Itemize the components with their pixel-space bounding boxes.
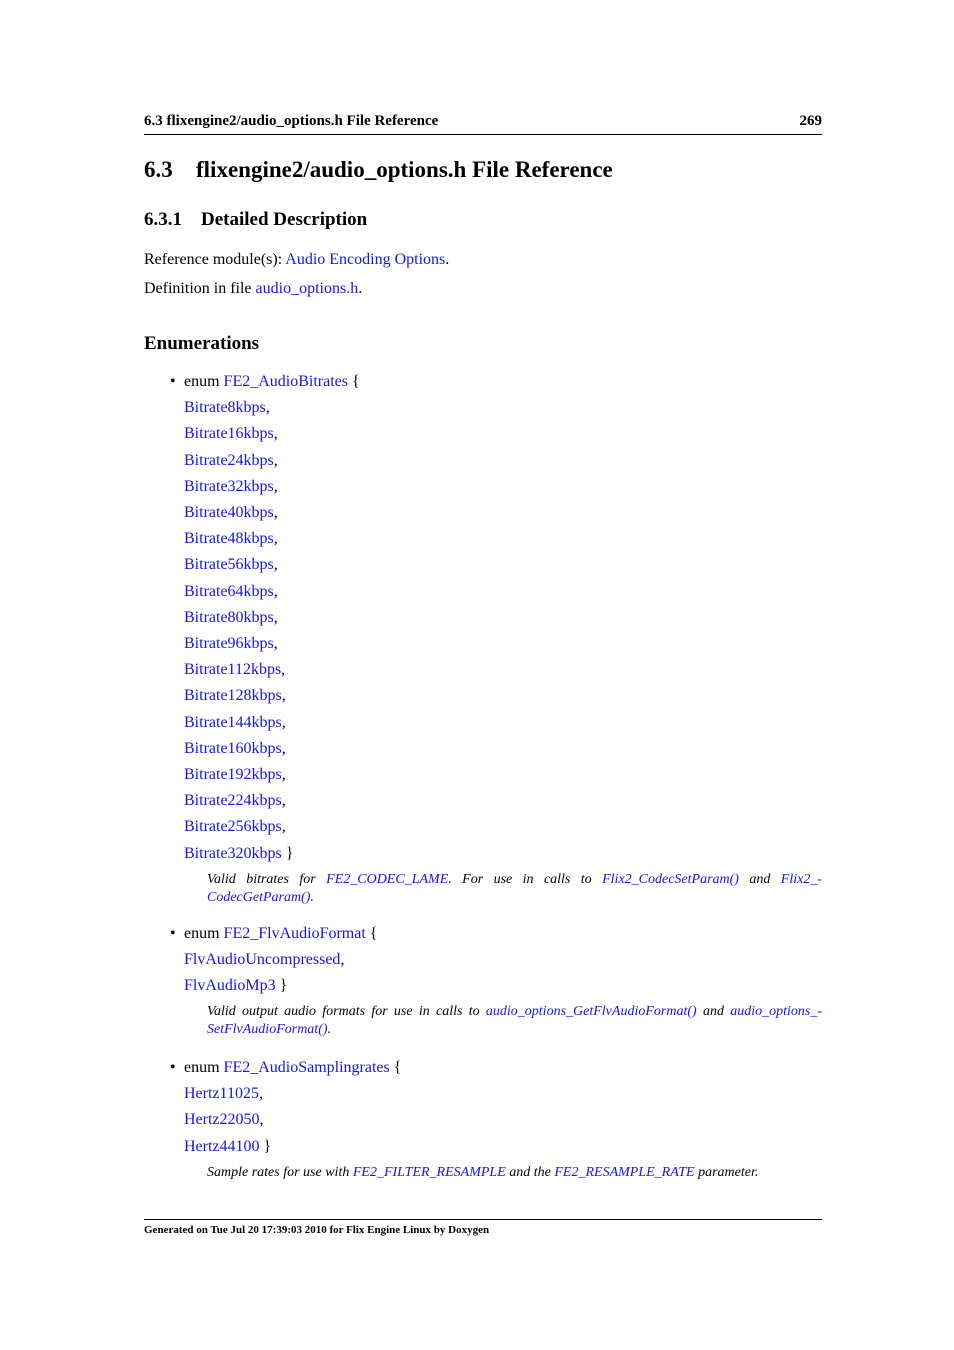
enum-value-link[interactable]: Bitrate256kbps	[184, 818, 282, 835]
section-title: flixengine2/audio_options.h File Reference	[196, 157, 613, 182]
description-link[interactable]: audio_options_GetFlvAudioFormat()	[485, 1004, 697, 1019]
enum-description	[207, 1164, 822, 1182]
section-number: 6.3	[144, 157, 173, 182]
description-text: and the	[505, 1165, 555, 1180]
value-separator: ,	[281, 740, 286, 757]
enum-value-item	[184, 635, 278, 653]
description-text: and	[696, 1004, 731, 1019]
description-text: Valid output audio formats for use in calls to	[207, 1004, 486, 1019]
value-separator: ,	[273, 504, 278, 521]
enum-value-link[interactable]: Bitrate40kbps	[184, 504, 274, 521]
enum-value-item	[184, 977, 287, 995]
open-brace: {	[365, 925, 378, 942]
enum-declaration	[184, 373, 360, 391]
value-separator: ,	[340, 951, 345, 968]
description-text: Sample rates for use with	[207, 1165, 353, 1180]
description-link[interactable]: FE2_RESAMPLE_RATE	[554, 1165, 695, 1180]
description-text: . For use in calls to	[448, 872, 603, 887]
enum-value-item	[184, 687, 286, 705]
value-separator: ,	[265, 399, 270, 416]
value-separator: ,	[281, 714, 286, 731]
description-link[interactable]: Flix2_CodecSetParam()	[602, 872, 739, 887]
enum-keyword: enum	[184, 925, 220, 942]
value-separator: ,	[273, 583, 278, 600]
enum-declaration	[184, 1059, 401, 1077]
subsection-heading	[144, 209, 367, 231]
footer-text: Generated on Tue Jul 20 17:39:03 2010 for Flix Engine Linux by Doxygen	[144, 1224, 490, 1236]
enum-value-item	[184, 714, 286, 732]
enum-keyword: enum	[184, 1059, 220, 1076]
enum-value-item	[184, 504, 278, 522]
close-brace: }	[281, 845, 294, 862]
enum-value-link[interactable]: Bitrate96kbps	[184, 635, 274, 652]
description-link[interactable]: FE2_FILTER_RESAMPLE	[352, 1165, 506, 1180]
close-brace: }	[259, 1138, 272, 1155]
close-brace: }	[275, 977, 288, 994]
enum-value-item	[184, 399, 270, 417]
definition-line	[144, 280, 362, 298]
subsection-title: Detailed Description	[201, 209, 368, 230]
enum-value-item	[184, 1138, 271, 1156]
enumerations-heading: Enumerations	[144, 333, 260, 354]
definition-suffix: .	[358, 280, 363, 297]
description-text: .	[327, 1022, 332, 1037]
bullet-marker: •	[170, 925, 176, 942]
description-text: Valid bitrates for	[207, 872, 327, 887]
enum-value-link[interactable]: Bitrate128kbps	[184, 687, 282, 704]
enum-value-item	[184, 1085, 263, 1103]
enum-description	[207, 1003, 822, 1039]
enum-name-link[interactable]: FE2_AudioSamplingrates	[223, 1059, 390, 1076]
description-link[interactable]: FE2_CODEC_LAME	[326, 872, 449, 887]
enum-value-item	[184, 530, 278, 548]
value-separator: ,	[273, 556, 278, 573]
enum-value-item	[184, 661, 285, 679]
enum-value-link[interactable]: Bitrate160kbps	[184, 740, 282, 757]
value-separator: ,	[273, 635, 278, 652]
open-brace: {	[347, 373, 360, 390]
header-rule	[144, 134, 822, 135]
value-separator: ,	[273, 478, 278, 495]
page-number: 269	[799, 113, 822, 129]
enum-value-link[interactable]: Bitrate112kbps	[184, 661, 282, 678]
footer-rule	[144, 1219, 822, 1220]
definition-prefix: Definition in file	[144, 280, 252, 297]
reference-modules-suffix: .	[445, 251, 450, 268]
enum-value-item	[184, 609, 278, 627]
enum-value-item	[184, 845, 293, 863]
enum-value-item	[184, 478, 278, 496]
enum-value-link[interactable]: Bitrate64kbps	[184, 583, 274, 600]
enum-value-item	[184, 766, 286, 784]
reference-modules-prefix: Reference module(s):	[144, 251, 283, 268]
open-brace: {	[389, 1059, 402, 1076]
section-heading	[144, 157, 613, 183]
description-text: parameter.	[694, 1165, 759, 1180]
enum-value-link[interactable]: Bitrate32kbps	[184, 478, 274, 495]
value-separator: ,	[281, 818, 286, 835]
enum-value-item	[184, 792, 286, 810]
description-text: and	[738, 872, 781, 887]
enum-value-link[interactable]: Bitrate48kbps	[184, 530, 274, 547]
enum-value-link[interactable]: FlvAudioUncompressed	[184, 951, 341, 968]
enum-value-link[interactable]: FlvAudioMp3	[184, 977, 276, 994]
enum-value-link[interactable]: Hertz22050	[184, 1111, 260, 1128]
enum-name-link[interactable]: FE2_FlvAudioFormat	[223, 925, 366, 942]
value-separator: ,	[258, 1085, 263, 1102]
reference-modules-line	[144, 251, 449, 269]
enum-value-link[interactable]: Bitrate144kbps	[184, 714, 282, 731]
enum-value-link[interactable]: Hertz44100	[184, 1138, 260, 1155]
enum-value-item	[184, 452, 278, 470]
enum-description	[207, 871, 822, 907]
description-link[interactable]: audio_options_-SetFlvAudioFormat()	[207, 1004, 822, 1037]
audio-options-file-link[interactable]: audio_options.h	[255, 280, 359, 297]
value-separator: ,	[273, 425, 278, 442]
description-text: .	[310, 890, 314, 905]
enum-value-item	[184, 740, 286, 758]
enum-value-link[interactable]: Bitrate224kbps	[184, 792, 282, 809]
enum-value-item	[184, 1111, 264, 1129]
description-link[interactable]: Flix2_-CodecGetParam()	[207, 872, 823, 905]
enum-value-link[interactable]: Bitrate80kbps	[184, 609, 274, 626]
value-separator: ,	[273, 609, 278, 626]
enum-value-link[interactable]: Hertz11025	[184, 1085, 259, 1102]
bullet-marker: •	[170, 1059, 176, 1076]
value-separator: ,	[281, 687, 286, 704]
running-head	[144, 113, 822, 130]
enum-value-link[interactable]: Bitrate24kbps	[184, 452, 274, 469]
running-head-title: 6.3 flixengine2/audio_options.h File Reference	[144, 113, 439, 129]
value-separator: ,	[281, 661, 286, 678]
enum-declaration	[184, 925, 377, 943]
value-separator: ,	[281, 792, 286, 809]
enum-value-item	[184, 583, 278, 601]
enum-value-item	[184, 556, 278, 574]
enum-value-item	[184, 951, 344, 969]
enum-value-link[interactable]: Bitrate192kbps	[184, 766, 282, 783]
bullet-marker: •	[170, 373, 176, 390]
value-separator: ,	[259, 1111, 264, 1128]
enum-value-link[interactable]: Bitrate320kbps	[184, 845, 282, 862]
enum-value-link[interactable]: Bitrate56kbps	[184, 556, 274, 573]
enum-name-link[interactable]: FE2_AudioBitrates	[223, 373, 348, 390]
audio-encoding-options-link[interactable]: Audio Encoding Options	[285, 251, 446, 268]
value-separator: ,	[281, 766, 286, 783]
enum-value-link[interactable]: Bitrate8kbps	[184, 399, 266, 416]
subsection-number: 6.3.1	[144, 209, 182, 230]
enum-value-item	[184, 818, 286, 836]
enum-value-item	[184, 425, 278, 443]
enum-value-link[interactable]: Bitrate16kbps	[184, 425, 274, 442]
value-separator: ,	[273, 530, 278, 547]
value-separator: ,	[273, 452, 278, 469]
enum-keyword: enum	[184, 373, 220, 390]
